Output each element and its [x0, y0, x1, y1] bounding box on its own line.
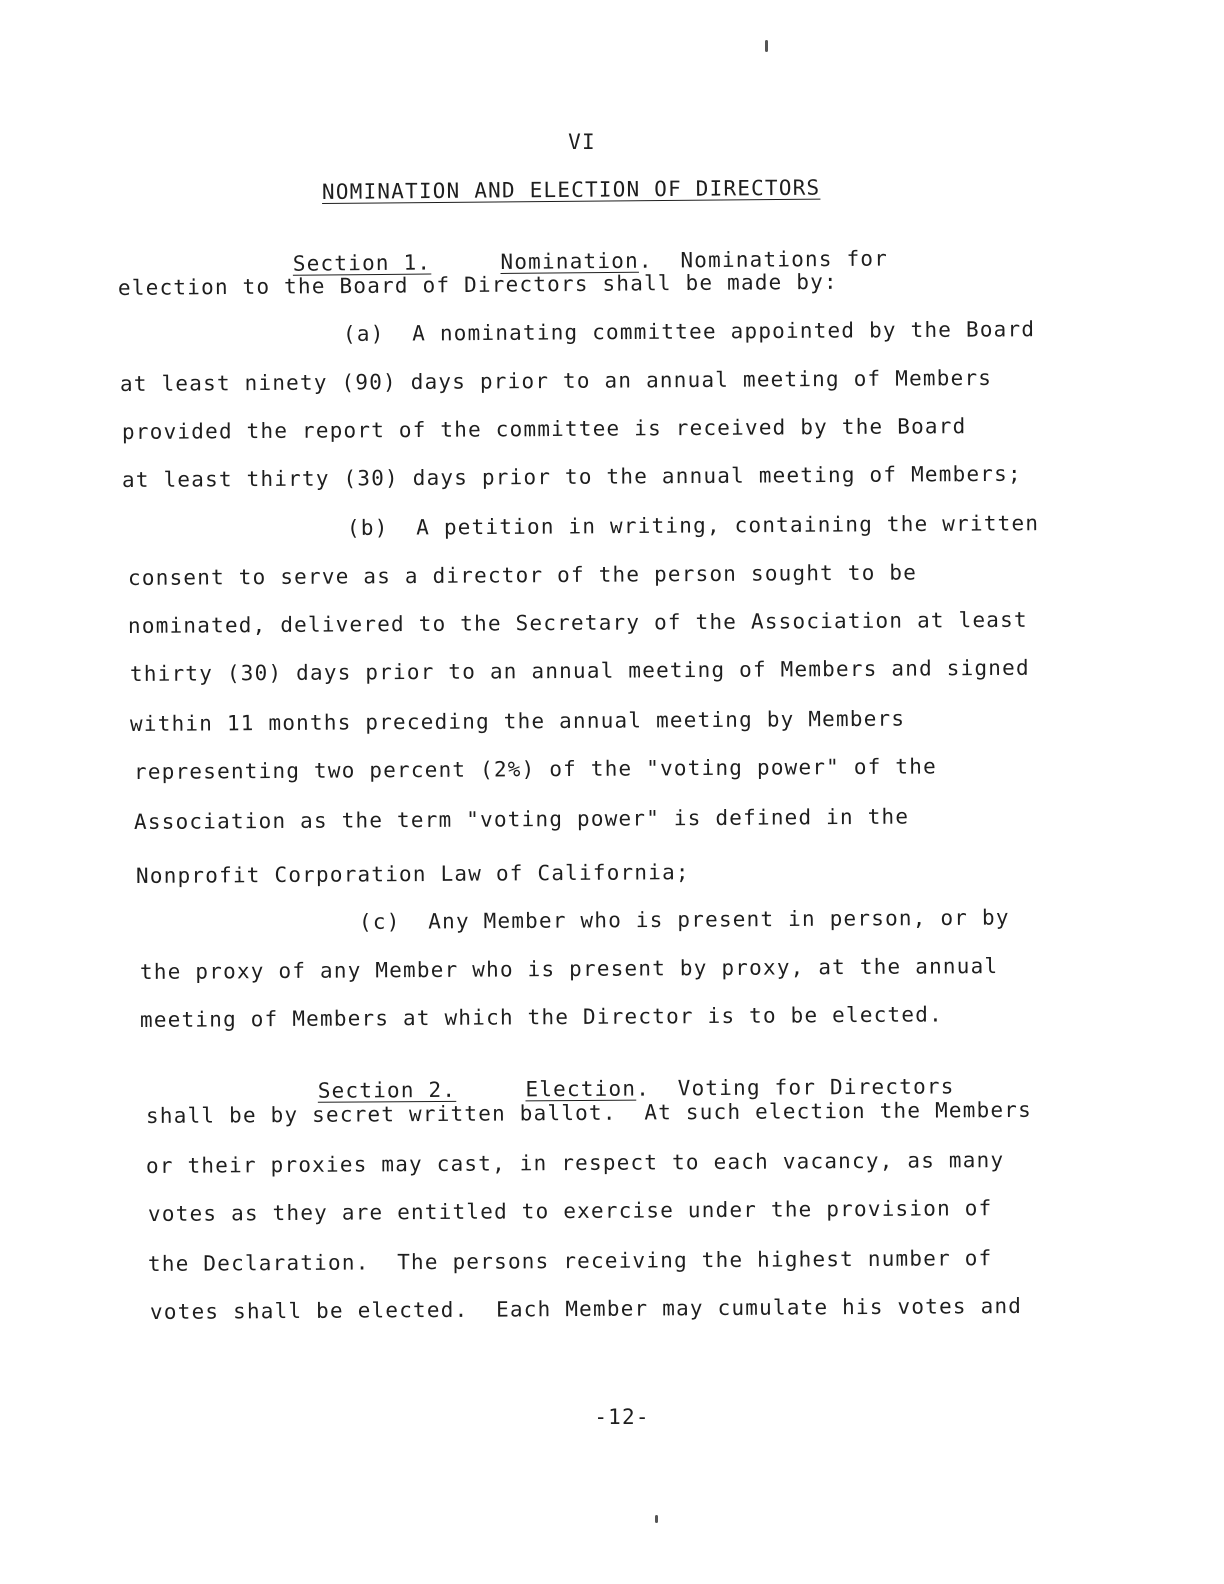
section-2-heading-punct: . — [636, 1076, 651, 1101]
section-2-line-5: votes shall be elected. Each Member may cumulate his votes and — [149, 1293, 1023, 1324]
section-2-line-4: the Declaration. The persons receiving the highest number of — [147, 1246, 993, 1276]
article-title: NOMINATION AND ELECTION OF DIRECTORS — [321, 175, 821, 204]
section-2-heading: Election — [525, 1076, 637, 1102]
section-2-intro: Voting for Directors — [677, 1074, 955, 1101]
section-1-heading-punct: . — [638, 248, 653, 273]
item-c-line-3: meeting of Members at which the Director is to be elected. — [139, 1002, 943, 1032]
item-b-line-1: (b) A petition in writing, containing the written — [346, 511, 1040, 540]
section-1-label: Section 1. — [292, 250, 432, 276]
item-a-line-4: at least thirty (30) days prior to the annual meeting of Members; — [121, 461, 1022, 492]
item-c-line-1: (c) Any Member who is present in person, or by — [358, 905, 1010, 934]
item-b-line-7: Association as the term "voting power" is defined in the — [133, 804, 910, 834]
section-2-line-1: shall be by secret written ballot. At such election the Members — [145, 1097, 1033, 1128]
section-2-line-3: votes as they are entitled to exercise under the provision of — [147, 1196, 993, 1226]
section-1-heading-line — [265, 223, 888, 276]
item-c-line-2: the proxy of any Member who is present by proxy, at the annual — [139, 954, 999, 984]
section-2-label: Section 2. — [317, 1077, 457, 1103]
section-1-intro-cont: election to the Board of Directors shall be made by: — [117, 269, 838, 300]
article-number: VI — [568, 130, 596, 154]
page-number: -12- — [594, 1405, 650, 1429]
section-2-heading-line — [290, 1050, 955, 1103]
scan-speck — [655, 1515, 658, 1523]
item-a-line-3: provided the report of the committee is received by the Board — [121, 414, 967, 444]
section-2-line-2: or their proxies may cast, in respect to each vacancy, as many — [145, 1148, 1005, 1178]
item-b-line-3: nominated, delivered to the Secretary of the Association at least — [127, 607, 1028, 638]
item-b-line-8: Nonprofit Corporation Law of California; — [135, 860, 690, 888]
section-1-intro: Nominations for — [680, 246, 889, 273]
scan-speck — [765, 40, 768, 52]
item-b-line-4: thirty (30) days prior to an annual meeting of Members and signed — [129, 655, 1030, 686]
item-a-line-1: (a) A nominating committee appointed by the Board — [342, 317, 1036, 346]
item-a-line-2: at least ninety (90) days prior to an annual meeting of Members — [119, 365, 993, 396]
item-b-line-2: consent to serve as a director of the person sought to be — [127, 560, 918, 590]
section-1-heading: Nomination — [500, 248, 639, 274]
item-b-line-6: representing two percent (2%) of the "voting power" of the — [133, 754, 937, 784]
item-b-line-5: within 11 months preceding the annual meeting by Members — [129, 706, 906, 736]
